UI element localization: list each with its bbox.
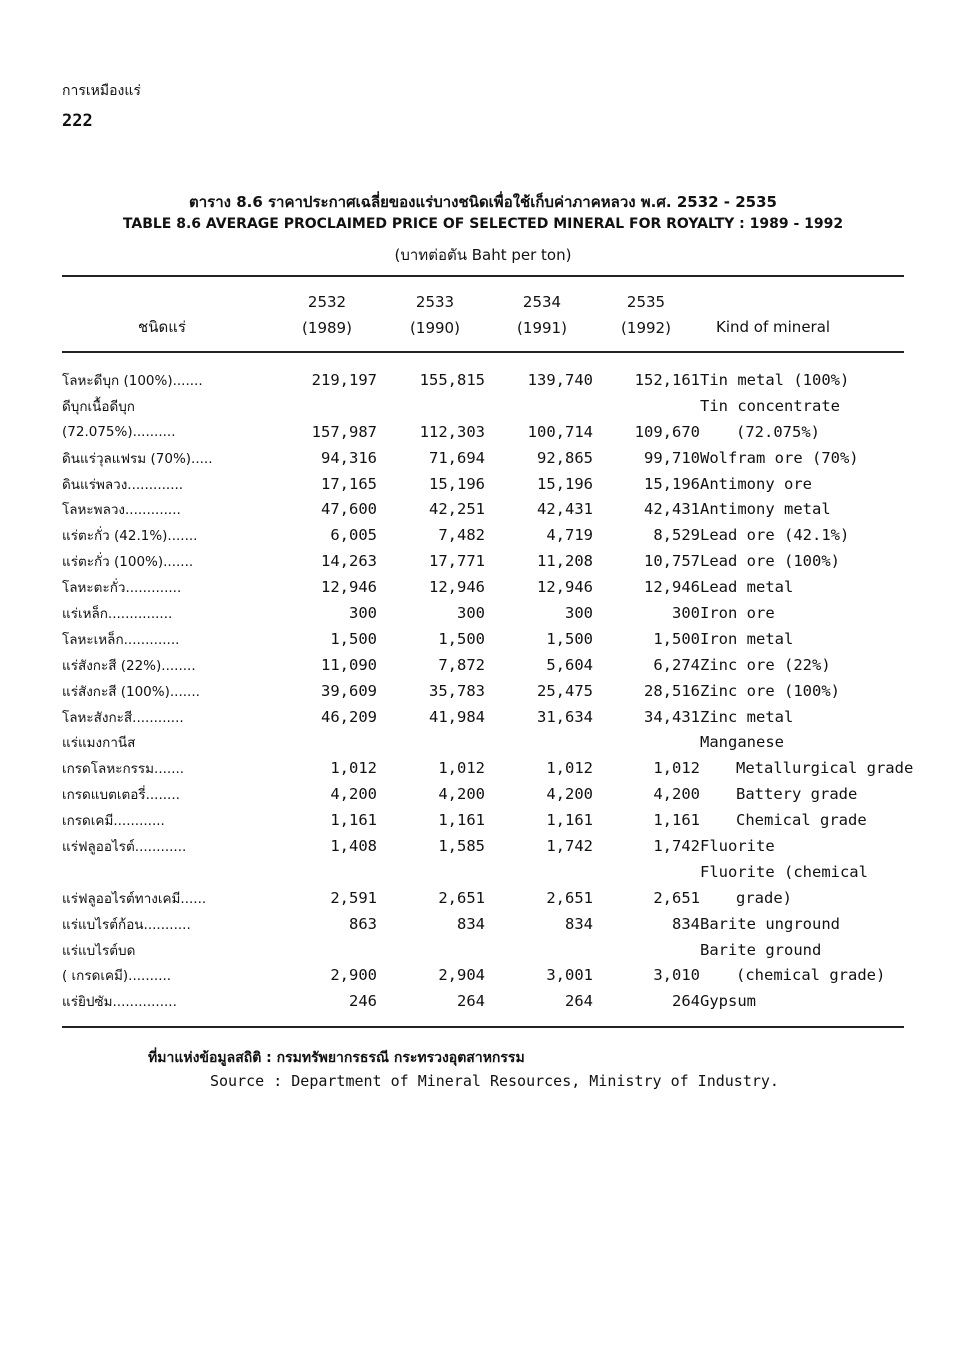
mineral-name-thai: ( เกรดเคมี).......... [62, 968, 172, 985]
price-value: 7,482 [438, 526, 485, 545]
price-value: 15,196 [429, 474, 485, 493]
price-value: 2,900 [330, 966, 377, 985]
price-value: 42,251 [429, 500, 485, 519]
price-value: 92,865 [537, 448, 593, 467]
mineral-name-english: Metallurgical grade [736, 759, 914, 778]
mineral-name-thai: แร่สังกะสี (100%)....... [62, 683, 200, 700]
mineral-name-english: Zinc ore (22%) [700, 655, 831, 674]
mineral-name-english: Fluorite (chemical [700, 862, 868, 881]
price-value: 15,196 [537, 474, 593, 493]
price-value [485, 859, 593, 885]
price-value: 25,475 [537, 681, 593, 700]
mineral-name-thai: แร่ตะกั่ว (100%)....... [62, 554, 194, 571]
table-row [62, 522, 904, 548]
mineral-name-english: Manganese [700, 733, 784, 752]
mineral-name-thai: แร่สังกะสี (22%)........ [62, 657, 196, 674]
year-ce: (1992) [621, 319, 671, 337]
mineral-name-english: Zinc ore (100%) [700, 681, 840, 700]
table-row [62, 833, 904, 859]
table-unit: (บาทต่อตัน Baht per ton) [394, 246, 572, 264]
year-ce: (1990) [410, 319, 460, 337]
price-value: 1,585 [438, 836, 485, 855]
mineral-name-thai: โลหะดีบุก (100%)....... [62, 372, 203, 389]
price-value: 1,012 [438, 759, 485, 778]
price-value: 1,500 [438, 629, 485, 648]
mineral-name-thai: แร่ยิปซัม............... [62, 994, 177, 1011]
price-value: 4,200 [330, 785, 377, 804]
price-value: 1,500 [546, 629, 593, 648]
mineral-name-thai: ดินแร่วุลแฟรม (70%)..... [62, 450, 213, 467]
price-value: 12,946 [644, 578, 700, 597]
price-value: 4,200 [653, 785, 700, 804]
price-value: 300 [565, 603, 593, 622]
table-row [62, 678, 904, 704]
price-value: 1,500 [330, 629, 377, 648]
mineral-name-thai: แร่แมงกานีส [62, 735, 136, 752]
mineral-name-english: Barite unground [700, 914, 840, 933]
table-title-thai: ตาราง 8.6 ราคาประกาศเฉลี่ยของแร่บางชนิดเพื่อใช้เก็บค่าภาคหลวง พ.ศ. 2532 - 2535 [189, 193, 777, 211]
mineral-name-thai: โลหะสังกะสี............ [62, 709, 184, 726]
price-value: 264 [565, 992, 593, 1011]
price-value: 4,200 [546, 785, 593, 804]
mineral-name-thai: แร่แบไรต์บด [62, 942, 136, 959]
price-value: 17,165 [321, 474, 377, 493]
price-value: 1,012 [546, 759, 593, 778]
price-value [377, 729, 485, 755]
price-value: 300 [672, 603, 700, 622]
price-value: 219,197 [311, 370, 377, 389]
price-value: 1,161 [438, 811, 485, 830]
price-value: 39,609 [321, 681, 377, 700]
price-value [593, 729, 700, 755]
price-value [485, 729, 593, 755]
price-value: 34,431 [644, 707, 700, 726]
price-value: 155,815 [419, 370, 485, 389]
table-row [62, 445, 904, 471]
price-value: 41,984 [429, 707, 485, 726]
column-header-english-name: Kind of mineral [716, 318, 831, 336]
mineral-name-english: Fluorite [700, 836, 775, 855]
mineral-name-thai: แร่ตะกั่ว (42.1%)....... [62, 528, 198, 545]
price-value: 4,719 [546, 526, 593, 545]
mineral-name-thai: ดินแร่พลวง............. [62, 476, 184, 493]
price-value: 71,694 [429, 448, 485, 467]
mineral-name-english: Tin concentrate [700, 396, 840, 415]
table-row [62, 859, 904, 885]
mineral-name-thai: โลหะพลวง............. [62, 502, 181, 519]
price-value [593, 393, 700, 419]
mineral-name-english: Zinc metal [700, 707, 794, 726]
price-value: 94,316 [321, 448, 377, 467]
price-value: 109,670 [634, 422, 700, 441]
table-header-rule [62, 351, 904, 353]
price-value [593, 937, 700, 963]
column-header-year-3 [497, 289, 587, 341]
price-table [62, 367, 914, 1014]
table-bottom-rule [62, 1026, 904, 1028]
column-header-thai-name: ชนิดแร่ [138, 318, 186, 336]
mineral-name-thai: แร่แบไรต์ก้อน........... [62, 916, 191, 933]
year-be: 2533 [415, 293, 455, 311]
table-row [62, 911, 904, 937]
mineral-name-thai: เกรดแบตเตอรี่........ [62, 787, 180, 804]
price-value: 2,651 [546, 888, 593, 907]
price-value: 4,200 [438, 785, 485, 804]
price-value: 5,604 [546, 655, 593, 674]
table-row [62, 626, 904, 652]
price-value: 11,090 [321, 655, 377, 674]
table-row [62, 419, 904, 445]
mineral-name-english: Lead ore (100%) [700, 552, 840, 571]
price-value: 6,274 [653, 655, 700, 674]
table-row [62, 988, 904, 1014]
price-value: 1,012 [330, 759, 377, 778]
table-top-rule [62, 275, 904, 277]
price-value: 12,946 [429, 578, 485, 597]
mineral-name-thai [62, 859, 262, 885]
price-value: 834 [457, 914, 485, 933]
mineral-name-thai: แร่ฟลูออไรต์ทางเคมี...... [62, 890, 207, 907]
price-value: 300 [457, 603, 485, 622]
price-value [485, 937, 593, 963]
price-value [262, 393, 377, 419]
table-row [62, 574, 904, 600]
mineral-name-english: (72.075%) [736, 422, 820, 441]
table-row [62, 937, 904, 963]
price-value: 35,783 [429, 681, 485, 700]
price-value: 8,529 [653, 526, 700, 545]
price-value: 264 [672, 992, 700, 1011]
price-value: 157,987 [311, 422, 377, 441]
mineral-name-english: Wolfram ore (70%) [700, 448, 859, 467]
mineral-name-english: Lead metal [700, 578, 794, 597]
price-value: 42,431 [644, 500, 700, 519]
year-be: 2534 [522, 293, 562, 311]
price-value: 1,161 [330, 811, 377, 830]
price-value: 2,651 [438, 888, 485, 907]
price-value: 2,904 [438, 966, 485, 985]
mineral-name-english: Barite ground [700, 940, 822, 959]
mineral-name-thai: เกรดโลหะกรรม....... [62, 761, 185, 778]
table-row [62, 807, 904, 833]
table-row [62, 962, 904, 988]
price-value: 1,500 [653, 629, 700, 648]
price-value [262, 937, 377, 963]
column-header-year-2 [390, 289, 480, 341]
price-value: 46,209 [321, 707, 377, 726]
year-be: 2532 [307, 293, 347, 311]
price-value: 47,600 [321, 500, 377, 519]
table-row [62, 781, 904, 807]
price-value: 1,742 [653, 836, 700, 855]
price-value: 1,742 [546, 836, 593, 855]
source-thai: ที่มาแห่งข้อมูลสถิติ : กรมทรัพยากรธรณี กระทรวงอุตสาหกรรม [148, 1050, 525, 1066]
price-value [262, 729, 377, 755]
mineral-name-thai: แร่เหล็ก............... [62, 605, 173, 622]
mineral-name-thai: ดีบุกเนื้อดีบุก [62, 398, 135, 415]
mineral-name-thai: โลหะเหล็ก............. [62, 631, 180, 648]
table-title-english: TABLE 8.6 AVERAGE PROCLAIMED PRICE OF SELECTED MINERAL FOR ROYALTY : 1989 - 1992 [122, 216, 844, 232]
price-table-body [62, 367, 914, 1014]
price-value [485, 393, 593, 419]
mineral-name-english: Iron metal [700, 629, 794, 648]
price-value: 10,757 [644, 552, 700, 571]
price-value: 112,303 [419, 422, 485, 441]
price-value: 17,771 [429, 552, 485, 571]
mineral-name-thai: เกรดเคมี............ [62, 813, 165, 830]
table-row [62, 885, 904, 911]
price-value: 3,001 [546, 966, 593, 985]
price-value: 99,710 [644, 448, 700, 467]
table-row [62, 704, 904, 730]
table-row [62, 600, 904, 626]
price-value: 300 [349, 603, 377, 622]
mineral-name-english: Gypsum [700, 992, 756, 1011]
price-value: 2,651 [653, 888, 700, 907]
page-number: 222 [62, 111, 93, 131]
price-value: 139,740 [527, 370, 593, 389]
price-value [377, 393, 485, 419]
table-row [62, 471, 904, 497]
price-value [593, 859, 700, 885]
table-row [62, 367, 904, 393]
mineral-name-english: (chemical grade) [736, 966, 886, 985]
price-value: 42,431 [537, 500, 593, 519]
mineral-name-thai: แร่ฟลูออไรต์............ [62, 838, 187, 855]
price-value: 12,946 [537, 578, 593, 597]
mineral-name-english: Chemical grade [736, 811, 867, 830]
mineral-name-english: Battery grade [736, 785, 858, 804]
mineral-name-english: Antimony ore [700, 474, 812, 493]
price-value: 6,005 [330, 526, 377, 545]
price-value: 7,872 [438, 655, 485, 674]
price-value: 863 [349, 914, 377, 933]
mineral-name-english: Tin metal (100%) [700, 370, 850, 389]
table-row [62, 496, 904, 522]
table-row [62, 393, 904, 419]
price-value: 11,208 [537, 552, 593, 571]
mineral-name-english: Antimony metal [700, 500, 831, 519]
mineral-name-english: Lead ore (42.1%) [700, 526, 850, 545]
table-row [62, 548, 904, 574]
price-value: 100,714 [527, 422, 593, 441]
price-value: 246 [349, 992, 377, 1011]
price-value: 1,161 [653, 811, 700, 830]
price-value: 1,161 [546, 811, 593, 830]
price-value: 3,010 [653, 966, 700, 985]
price-value: 264 [457, 992, 485, 1011]
table-row [62, 729, 904, 755]
column-header-year-1 [282, 289, 372, 341]
price-value: 834 [565, 914, 593, 933]
mineral-name-thai: (72.075%).......... [62, 423, 176, 440]
price-value: 1,408 [330, 836, 377, 855]
running-header: การเหมืองแร่ [62, 83, 141, 99]
price-value: 15,196 [644, 474, 700, 493]
price-value [377, 859, 485, 885]
price-value [262, 859, 377, 885]
mineral-name-english: Iron ore [700, 603, 775, 622]
year-be: 2535 [626, 293, 666, 311]
price-value: 28,516 [644, 681, 700, 700]
table-row [62, 755, 904, 781]
mineral-name-english: grade) [736, 888, 792, 907]
price-value [377, 937, 485, 963]
mineral-name-thai: โลหะตะกั่ว............. [62, 580, 182, 597]
year-ce: (1989) [302, 319, 352, 337]
source-english: Source : Department of Mineral Resources, Ministry of Industry. [210, 1072, 779, 1090]
table-row [62, 652, 904, 678]
year-ce: (1991) [517, 319, 567, 337]
price-value: 31,634 [537, 707, 593, 726]
price-value: 2,591 [330, 888, 377, 907]
price-value: 1,012 [653, 759, 700, 778]
price-value: 14,263 [321, 552, 377, 571]
column-header-year-4 [601, 289, 691, 341]
price-value: 152,161 [634, 370, 700, 389]
price-value: 834 [672, 914, 700, 933]
price-value: 12,946 [321, 578, 377, 597]
